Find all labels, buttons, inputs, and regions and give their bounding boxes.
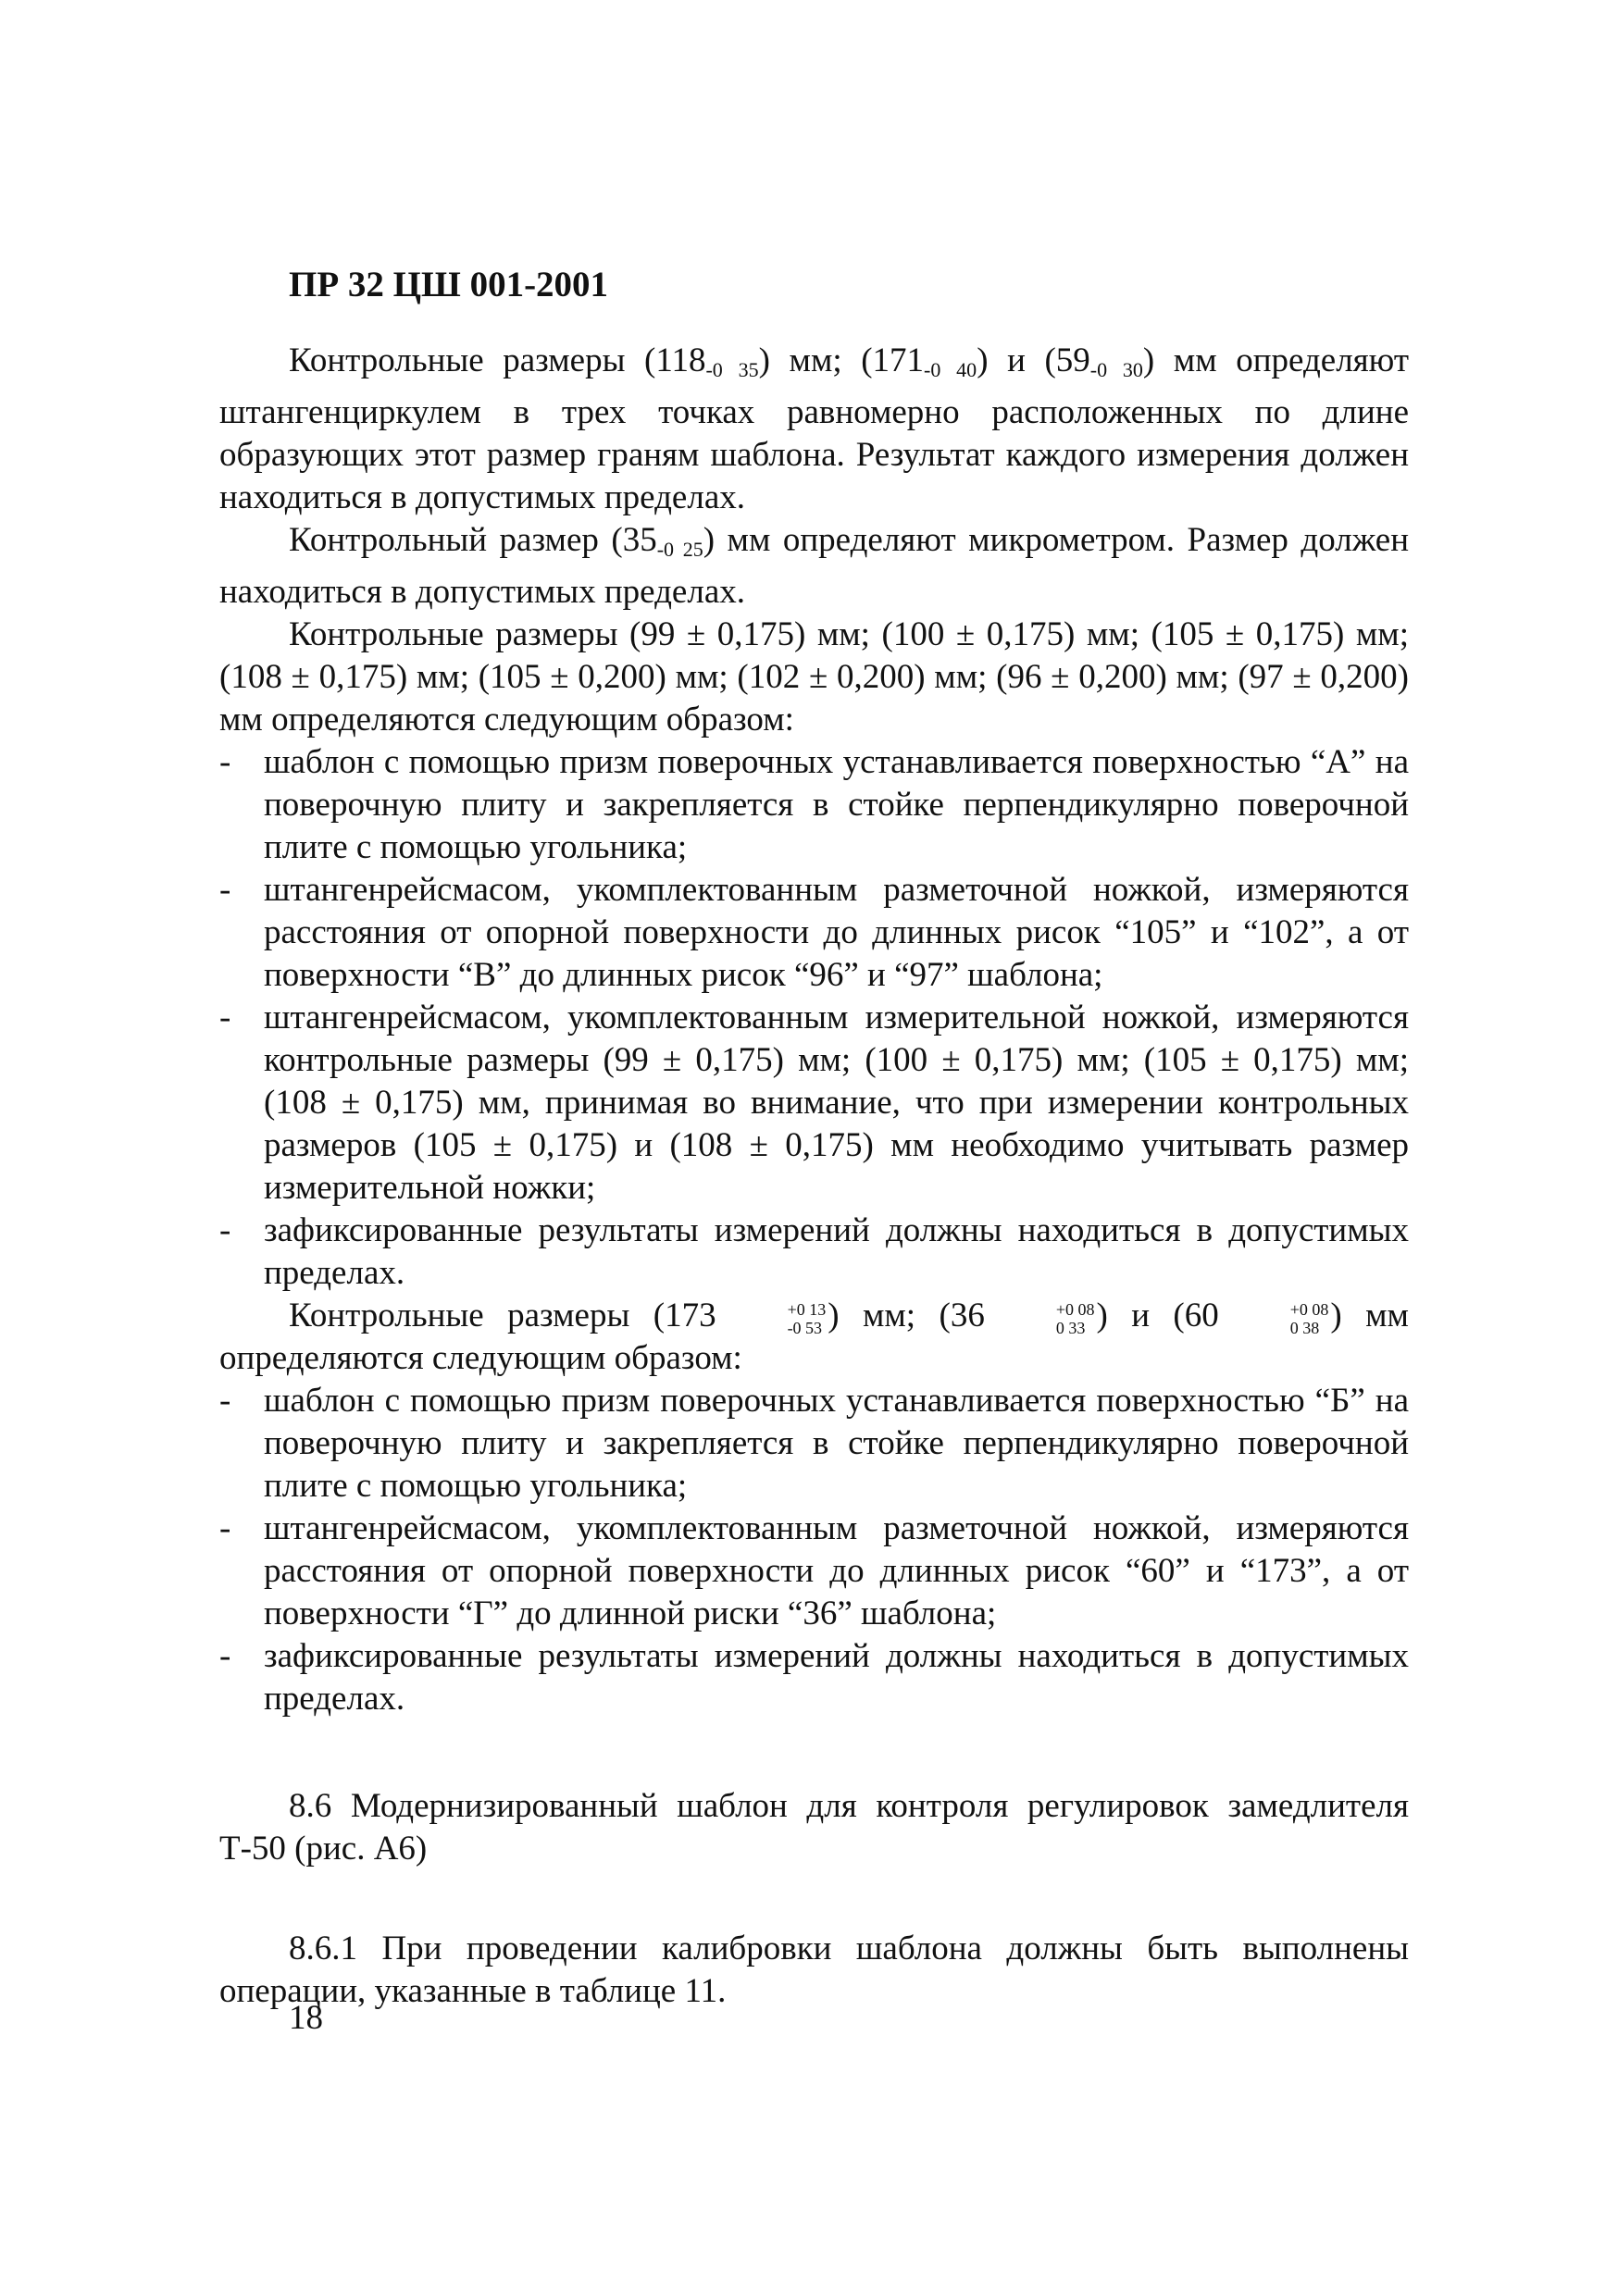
procedure-list-1	[219, 741, 1409, 1295]
list-item-text: штангенрейсмасом, укомплектованным разметочной ножкой, измеряются расстояния от опорной поверхности до длинных рисок “105” и “102”, а от поверхности “В” до длинных рисок “96” и “97” шаблона;	[264, 871, 1409, 994]
list-item	[219, 997, 1409, 1210]
list-marker: -	[219, 1211, 231, 1249]
list-item	[219, 1508, 1409, 1635]
list-marker: -	[219, 743, 231, 781]
page-number: 18	[289, 1999, 323, 2037]
list-marker: -	[219, 1382, 231, 1420]
text-run: ) мм определяют микрометром. Размер должен находиться в допустимых пределах.	[219, 521, 1410, 611]
tolerance-subscript: -0 25	[656, 538, 703, 561]
upper-tolerance: +0 13	[787, 1299, 827, 1319]
lower-tolerance: -0 53	[787, 1318, 823, 1337]
paragraph-control-dimensions-1	[219, 340, 1409, 519]
text-run: Контрольные размеры (	[289, 1297, 666, 1334]
text-run: ) мм; (171	[758, 341, 925, 379]
list-marker: -	[219, 1509, 231, 1547]
tolerance-stack	[1221, 1300, 1329, 1337]
paragraph-control-dimensions-3	[219, 1295, 1409, 1380]
lower-tolerance: 0 38	[1289, 1318, 1320, 1337]
dimension-value: 60	[1184, 1297, 1219, 1334]
tolerance-subscript: -0 35	[705, 358, 759, 381]
text-run: Контрольные размеры (118	[289, 341, 706, 379]
section-8-6-1-paragraph: 8.6.1 При проведении калибровки шаблона должны быть выполнены операции, указанные в таблице 11.	[219, 1930, 1409, 2010]
upper-tolerance: +0 08	[1055, 1299, 1095, 1319]
document-body	[219, 340, 1409, 2013]
list-item	[219, 741, 1409, 869]
list-item	[219, 1635, 1409, 1720]
list-item-text: шаблон с помощью призм поверочных устанавливается поверхностью “А” на поверочную плиту и закрепляется в стойке перпендикулярно поверочной плите с помощью угольника;	[264, 743, 1409, 866]
text-run: ) мм определяются следующим образом:	[219, 1297, 1409, 1377]
section-8-6-heading: 8.6 Модернизированный шаблон для контроля регулировок замедлителя Т-50 (рис. А6)	[219, 1787, 1409, 1868]
dimension-value: 36	[950, 1297, 985, 1334]
list-item-text: штангенрейсмасом, укомплектованным разметочной ножкой, измеряются расстояния от опорной поверхности до длинных рисок “60” и “173”, а от поверхности “Г” до длинной риски “36” шаблона;	[264, 1509, 1409, 1632]
document-header: ПР 32 ЦШ 001-2001	[289, 265, 609, 304]
tolerance-stack	[987, 1300, 1095, 1337]
text-run: ) мм; (	[828, 1297, 951, 1334]
list-item	[219, 869, 1409, 997]
text-run: ) и (	[1096, 1297, 1185, 1334]
list-item-text: зафиксированные результаты измерений должны находиться в допустимых пределах.	[264, 1637, 1409, 1718]
list-item-text: штангенрейсмасом, укомплектованным измерительной ножкой, измеряются контрольные размеры (99 ± 0,175) мм; (100 ± 0,175) мм; (105 ± 0,175) мм; (108 ± 0,175) мм, принимая во внимание, что при измерении контрольных размеров (105 ± 0,175) и (108 ± 0,175) мм необходимо учитывать размер измерительной ножки;	[264, 999, 1409, 1207]
list-marker: -	[219, 999, 231, 1036]
paragraph-control-dimensions-2: Контрольные размеры (99 ± 0,175) мм; (100 ± 0,175) мм; (105 ± 0,175) мм; (108 ± 0,175) мм; (105 ± 0,200) мм; (102 ± 0,200) мм; (96 ± 0,200) мм; (97 ± 0,200) мм определяются следующим образом:	[219, 615, 1409, 738]
tolerance-stack	[718, 1300, 827, 1337]
list-item-text: зафиксированные результаты измерений должны находиться в допустимых пределах.	[264, 1211, 1409, 1292]
upper-tolerance: +0 08	[1289, 1299, 1329, 1319]
text-run: Контрольный размер (35	[289, 521, 657, 559]
list-item	[219, 1380, 1409, 1508]
text-run: ) и (59	[977, 341, 1090, 379]
list-marker: -	[219, 871, 231, 909]
list-item	[219, 1210, 1409, 1295]
lower-tolerance: 0 33	[1055, 1318, 1086, 1337]
paragraph-micrometer	[219, 519, 1409, 614]
tolerance-subscript: -0 30	[1089, 358, 1143, 381]
list-marker: -	[219, 1637, 231, 1675]
dimension-value: 173	[665, 1297, 716, 1334]
list-item-text: шаблон с помощью призм поверочных устанавливается поверхностью “Б” на поверочную плиту и закрепляется в стойке перпендикулярно поверочной плите с помощью угольника;	[264, 1382, 1409, 1505]
text-run: ) мм определяют штангенциркулем в трех точках равномерно расположенных по длине образующих этот размер граням шаблона. Результат каждого измерения должен находиться в допустимых пределах.	[219, 341, 1409, 516]
procedure-list-2	[219, 1380, 1409, 1720]
tolerance-subscript: -0 40	[924, 358, 977, 381]
